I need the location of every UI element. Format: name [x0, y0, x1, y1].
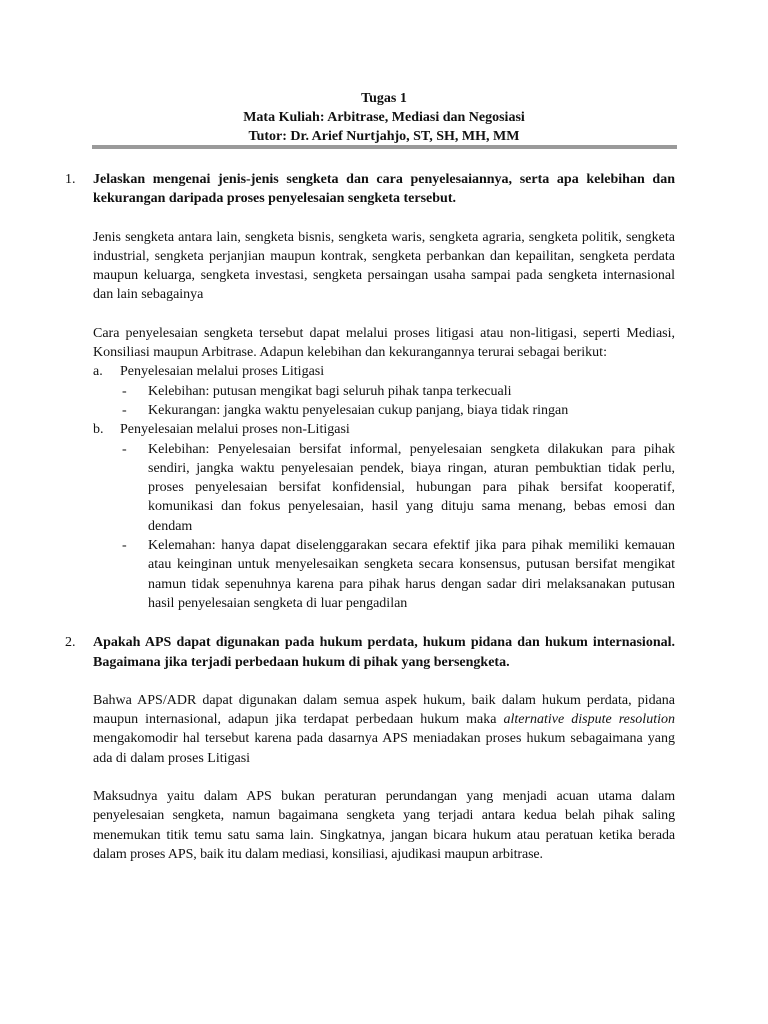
sub-item-b-title: Penyelesaian melalui proses non-Litigasi	[120, 422, 350, 438]
sub-item-a	[93, 362, 675, 381]
question-1-section	[65, 170, 675, 613]
answer-2-paragraph-1	[93, 691, 675, 768]
bullet-item	[93, 536, 675, 613]
bullet-item	[93, 382, 675, 401]
question-2-number: 2.	[65, 635, 76, 651]
answer-1-paragraph-1: Jenis sengketa antara lain, sengketa bisnis, sengketa waris, sengketa agraria, sengketa politik, sengketa industrial, sengketa perjanjian maupun kontrak, sengketa perbankan dan kepailitan, sengketa perdata maupun keluarga, sengketa investasi, sengketa persaingan usaha sampai pada sengketa internasional dan lain sebagainya	[93, 229, 675, 303]
question-2-section	[65, 633, 675, 864]
bullet-item	[93, 401, 675, 420]
bullet-text: Kekurangan: jangka waktu penyelesaian cukup panjang, biaya tidak ringan	[148, 402, 569, 418]
answer-2-paragraph-2: Maksudnya yaitu dalam APS bukan peraturan perundangan yang menjadi acuan utama dalam penyelesaian sengketa, namun bagaimana sengketa yang terjadi antara kedua belah pihak saling menemukan titik temu satu sama lain. Singkatnya, jangan bicara hukum atau peratuan ketika berada dalam proses APS, baik itu dalam mediasi, konsiliasi, ajudikasi maupun arbitrase.	[93, 789, 675, 862]
sub-item-a-label: a.	[93, 364, 103, 380]
bullet-mark: -	[122, 383, 127, 399]
bullet-mark: -	[122, 538, 127, 554]
sub-item-a-title: Penyelesaian melalui proses Litigasi	[120, 364, 325, 380]
sub-item-b-label: b.	[93, 422, 104, 438]
answer-1-paragraph-2: Cara penyelesaian sengketa tersebut dapat melalui proses litigasi atau non-litigasi, seperti Mediasi, Konsiliasi maupun Arbitrase. Adapun kelebihan dan kekurangannya terurai sebagai berikut:	[93, 325, 675, 361]
bullet-text: Kelebihan: putusan mengikat bagi seluruh pihak tanpa terkecuali	[148, 383, 512, 399]
header-divider	[92, 145, 677, 149]
question-1-text: Jelaskan mengenai jenis-jenis sengketa dan cara penyelesaiannya, serta apa kelebihan dan kekurangan daripada proses penyelesaian sengketa tersebut.	[93, 172, 675, 207]
document-header	[0, 89, 768, 146]
answer-2-paragraph-1-end: mengakomodir hal tersebut karena pada dasarnya APS meniadakan proses hukum sebagaimana yang ada di dalam proses Litigasi	[93, 731, 675, 766]
answer-2-paragraph-1-start: Bahwa APS/ADR dapat digunakan dalam semua aspek hukum, baik dalam hukum perdata, pidana maupun internasional, adapun jika terdapat perbedaan hukum maka	[93, 692, 675, 728]
bullet-text: Kelemahan: hanya dapat diselenggarakan secara efektif jika para pihak memiliki kemauan atau keinginan untuk menyelesaikan sengketa secara konsensus, putusan bersifat mengikat namun tidak sepenuhnya karena para pihak harus dengan sadar diri melaksanakan putusan hasil penyelesaian sengketa di luar pengadilan	[148, 538, 675, 611]
bullet-mark: -	[122, 402, 127, 418]
bullet-mark: -	[122, 441, 127, 457]
document-body	[65, 170, 675, 864]
bullet-item	[93, 440, 675, 536]
sub-item-b	[93, 420, 675, 439]
tutor-line: Tutor: Dr. Arief Nurtjahjo, ST, SH, MH, MM	[248, 129, 520, 144]
course-title: Mata Kuliah: Arbitrase, Mediasi dan Negosiasi	[243, 110, 525, 125]
assignment-title: Tugas 1	[361, 91, 407, 106]
question-1-number: 1.	[65, 172, 76, 187]
bullet-text: Kelebihan: Penyelesaian bersifat informal, penyelesaian sengketa dilakukan para pihak sendiri, jangka waktu penyelesaian pendek, biaya ringan, aturan pembuktian tidak perlu, proses penyelesaian bersifat konfidensial, hubungan para pihak bersifat kooperatif, komunikasi dan fokus penyelesaian, hasil yang dituju sama menang, bebas emosi dan dendam	[148, 441, 675, 534]
question-2-text: Apakah APS dapat digunakan pada hukum perdata, hukum pidana dan hukum internasional. Bagaimana jika terjadi perbedaan hukum di pihak yang bersengketa.	[93, 635, 675, 670]
italic-term: alternative dispute resolution	[503, 712, 675, 728]
